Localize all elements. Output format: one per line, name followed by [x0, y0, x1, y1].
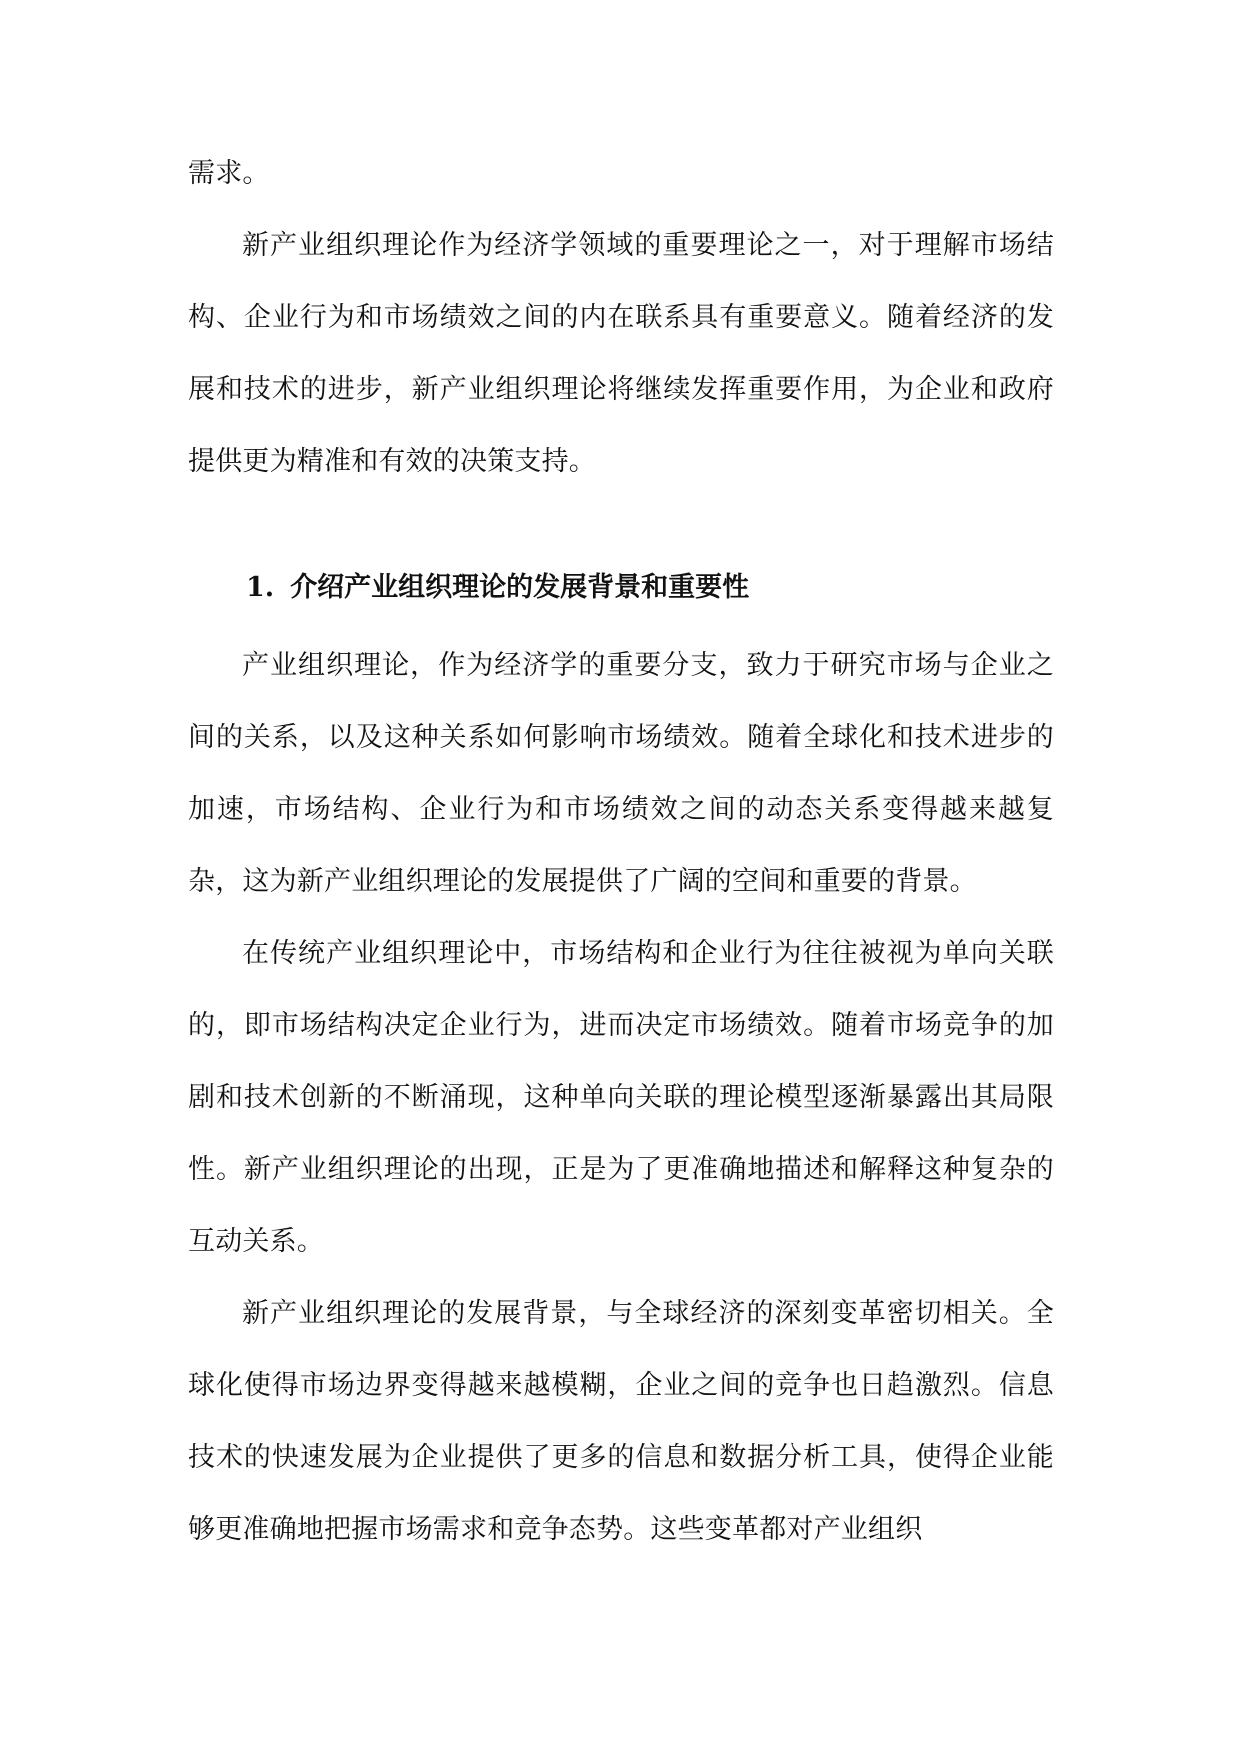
paragraph-summary: 新产业组织理论作为经济学领域的重要理论之一，对于理解市场结构、企业行为和市场绩效之间的内在联系具有重要意义。随着经济的发展和技术的进步，新产业组织理论将继续发挥重要作用，为企业和政府提供更为精准和有效的决策支持。	[188, 230, 1054, 477]
document-body	[188, 138, 1054, 1566]
section-title: 介绍产业组织理论的发展背景和重要性	[290, 572, 750, 603]
paragraph: 在传统产业组织理论中，市场结构和企业行为往往被视为单向关联的，即市场结构决定企业行为，进而决定市场绩效。随着市场竞争的加剧和技术创新的不断涌现，这种单向关联的理论模型逐渐暴露出其局限性。新产业组织理论的出现，正是为了更准确地描述和解释这种复杂的互动关系。	[188, 938, 1054, 1257]
paragraph: 新产业组织理论的发展背景，与全球经济的深刻变革密切相关。全球化使得市场边界变得越来越模糊，企业之间的竞争也日趋激烈。信息技术的快速发展为企业提供了更多的信息和数据分析工具，使得企业能够更准确地把握市场需求和竞争态势。这些变革都对产业组织	[188, 1298, 1054, 1545]
paragraph-continuation: 需求。	[188, 158, 270, 189]
section-number: 1.	[246, 572, 275, 603]
paragraph: 产业组织理论，作为经济学的重要分支，致力于研究市场与企业之间的关系，以及这种关系如何影响市场绩效。随着全球化和技术进步的加速，市场结构、企业行为和市场绩效之间的动态关系变得越来越复杂，这为新产业组织理论的发展提供了广阔的空间和重要的背景。	[188, 650, 1054, 897]
section-heading	[188, 498, 1054, 630]
